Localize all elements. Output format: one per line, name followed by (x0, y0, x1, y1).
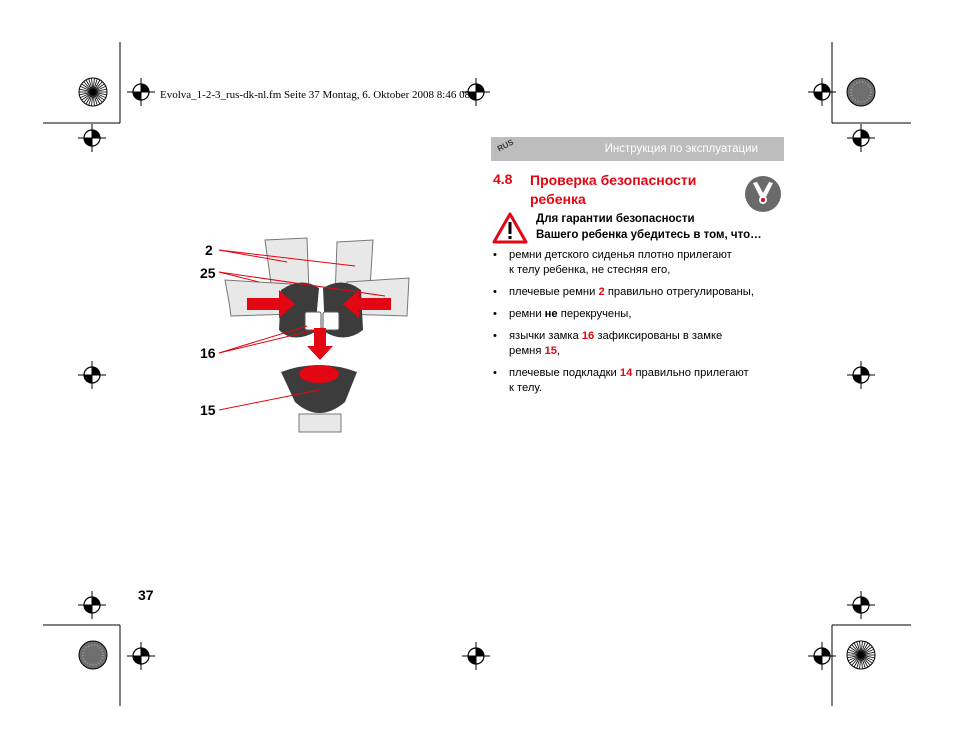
warning-triangle-icon (492, 212, 528, 244)
bullet-text-part: 2 (598, 286, 605, 298)
warning-line2: Вашего ребенка убедитесь в том, что… (536, 229, 762, 241)
rus-badge-label: RUS (495, 137, 516, 154)
registration-target-icon (78, 361, 106, 389)
bullet-text-part: к телу ребенка, не стесняя его, (509, 264, 671, 276)
bullet-text-part: ремни детского сиденья плотно прилегают (509, 249, 732, 261)
bullet-text-part: не (544, 308, 558, 320)
bullet-text-part: ремня (509, 345, 545, 357)
registration-target-icon (808, 78, 836, 106)
gray-scale-circle-icon (847, 78, 875, 106)
list-item (493, 366, 793, 396)
registration-target-icon (78, 591, 106, 619)
bullet-text-part: 15 (544, 345, 557, 357)
bullet-text-part: правильно прилегают (632, 367, 749, 379)
bullet-text-part: ремни (509, 308, 545, 320)
section-title (530, 171, 730, 209)
bullet-text-part: зафиксированы в замке (594, 330, 723, 342)
registration-target-icon (127, 78, 155, 106)
star-target-icon (847, 641, 875, 669)
warning-text (536, 211, 762, 243)
callout-2: 2 (205, 242, 213, 258)
section-number: 4.8 (493, 171, 513, 187)
registration-target-icon (808, 642, 836, 670)
page-number: 37 (138, 587, 154, 603)
child-seat-icon (744, 175, 782, 213)
bullet-text-part: к телу. (509, 382, 542, 394)
star-target-icon (79, 78, 107, 106)
warning-line1: Для гарантии безопасности (536, 213, 695, 225)
manual-header-band (491, 137, 784, 161)
file-info-line: Evolva_1-2-3_rus-dk-nl.fm Seite 37 Montag, 6. Oktober 2008 8:46 08 (160, 89, 471, 101)
registration-target-icon (847, 124, 875, 152)
registration-target-icon (78, 124, 106, 152)
bullet-text-part: плечевые подкладки (509, 367, 620, 379)
bullet-text-part: перекручены, (557, 308, 632, 320)
callout-15: 15 (200, 402, 216, 418)
registration-target-icon (462, 642, 490, 670)
bullet-text-part: 14 (619, 367, 633, 379)
list-item (493, 248, 793, 278)
manual-title: Инструкция по эксплуатации (604, 143, 758, 155)
list-item (493, 329, 793, 359)
bullet-text-part: язычки замка (509, 330, 582, 342)
bullet-text-part: правильно отрегулированы, (604, 286, 754, 298)
registration-target-icon (847, 591, 875, 619)
check-list (493, 248, 793, 403)
bullet-text-part: 16 (581, 330, 595, 342)
list-item (493, 285, 793, 300)
section-title-line2: ребенка (530, 191, 586, 207)
callout-16: 16 (200, 345, 216, 361)
bullet-text-part: , (556, 345, 561, 357)
callout-25: 25 (200, 265, 216, 281)
gray-scale-circle-icon (79, 641, 107, 669)
section-title-line1: Проверка безопасности (530, 172, 697, 188)
registration-target-icon (127, 642, 155, 670)
bullet-text-part: плечевые ремни (509, 286, 599, 298)
registration-target-icon (847, 361, 875, 389)
buckle-illustration (195, 232, 425, 437)
list-item (493, 307, 793, 322)
